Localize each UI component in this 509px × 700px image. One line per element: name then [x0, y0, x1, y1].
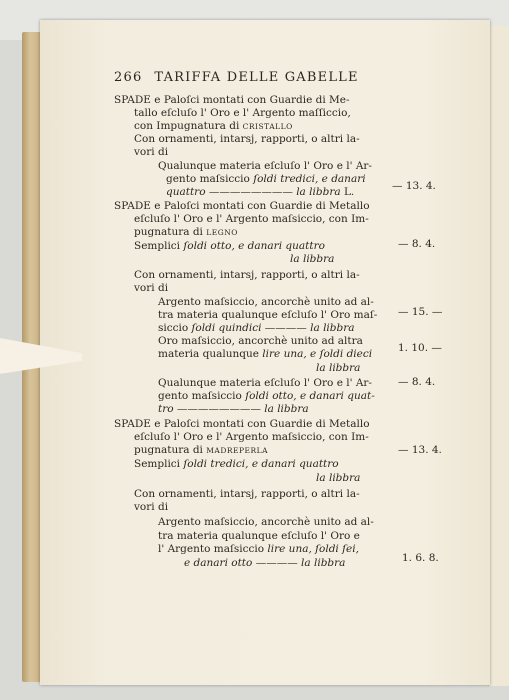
adjacent-page-edge — [488, 26, 509, 686]
entry-line: materia qualunque lire una, e ſoldi dieci — [158, 348, 373, 360]
entry-line: siccio ſoldi quindici ———— la libbra — [158, 322, 355, 334]
price-value: 1. 10. — — [398, 342, 442, 354]
entry-line: Con ornamenti, intarsj, rapporti, o altri la- — [134, 269, 360, 281]
page-number: 266 — [114, 70, 143, 85]
entry-line: SPADE e Paloſci montati con Guardie di Metallo — [114, 418, 370, 430]
price-value: — 13. 4. — [392, 180, 436, 192]
entry-line: Argento maſsiccio, ancorchè unito ad al- — [158, 516, 374, 528]
entry-line: vori di — [134, 146, 169, 158]
entry-line: vori di — [134, 282, 169, 294]
entry-line: Con ornamenti, intarsj, rapporti, o altri la- — [134, 133, 360, 145]
entry-line: la libbra — [316, 472, 361, 484]
page-title: TARIFFA DELLE GABELLE — [154, 70, 359, 85]
entry-line: Semplici ſoldi otto, e danari quattro — [134, 240, 325, 252]
entry-line: Semplici ſoldi tredici, e danari quattro — [134, 458, 339, 470]
price-value: — 15. — — [398, 306, 443, 318]
entry-line: e danari otto ———— la libbra — [184, 557, 346, 569]
entry-line: Con ornamenti, intarsj, rapporti, o altri la- — [134, 488, 360, 500]
page-header — [114, 70, 371, 85]
entry-line: la libbra — [316, 362, 361, 374]
entry-line: Qualunque materia eſcluſo l' Oro e l' Ar- — [158, 377, 372, 389]
entry-line: tra materia qualunque eſcluſo l' Oro maſ- — [158, 309, 378, 321]
entry-line: vori di — [134, 501, 169, 513]
price-value: — 8. 4. — [398, 376, 436, 388]
entry-line: gento maſsiccio ſoldi otto, e danari quat- — [158, 390, 375, 402]
entry-line: SPADE e Paloſci montati con Guardie di Metallo — [114, 200, 370, 212]
price-value: — 8. 4. — [398, 238, 436, 250]
entry-line: SPADE e Paloſci montati con Guardie di Me- — [114, 94, 350, 106]
entry-line: tra materia qualunque eſcluſo l' Oro e — [158, 530, 360, 542]
entry-line: Argento maſsiccio, ancorchè unito ad al- — [158, 296, 374, 308]
entry-line: la libbra — [290, 253, 335, 265]
entry-line: Oro maſsiccio, ancorchè unito ad altra — [158, 335, 363, 347]
entry-line: pugnatura di LEGNO — [134, 226, 238, 238]
entry-line: l' Argento maſsiccio lire una, ſoldi ſei, — [158, 543, 359, 555]
price-value: 1. 6. 8. — [402, 552, 439, 564]
price-value: — 13. 4. — [398, 444, 442, 456]
entry-line: con Impugnatura di CRISTALLO — [134, 120, 293, 132]
entry-line: quattro ———————— la libbra L. — [166, 186, 355, 198]
entry-line: eſcluſo l' Oro e l' Argento maſsiccio, con Im- — [134, 213, 369, 225]
entry-line: Qualunque materia eſcluſo l' Oro e l' Ar- — [158, 160, 372, 172]
entry-line: eſcluſo l' Oro e l' Argento maſsiccio, con Im- — [134, 431, 369, 443]
entry-line: tallo eſcluſo l' Oro e l' Argento maſſiccio, — [134, 107, 351, 119]
entry-line: pugnatura di MADREPERLA — [134, 444, 269, 456]
entry-line: tro ———————— la libbra — [158, 403, 309, 415]
entry-line: gento maſsiccio ſoldi tredici, e danari — [166, 173, 366, 185]
